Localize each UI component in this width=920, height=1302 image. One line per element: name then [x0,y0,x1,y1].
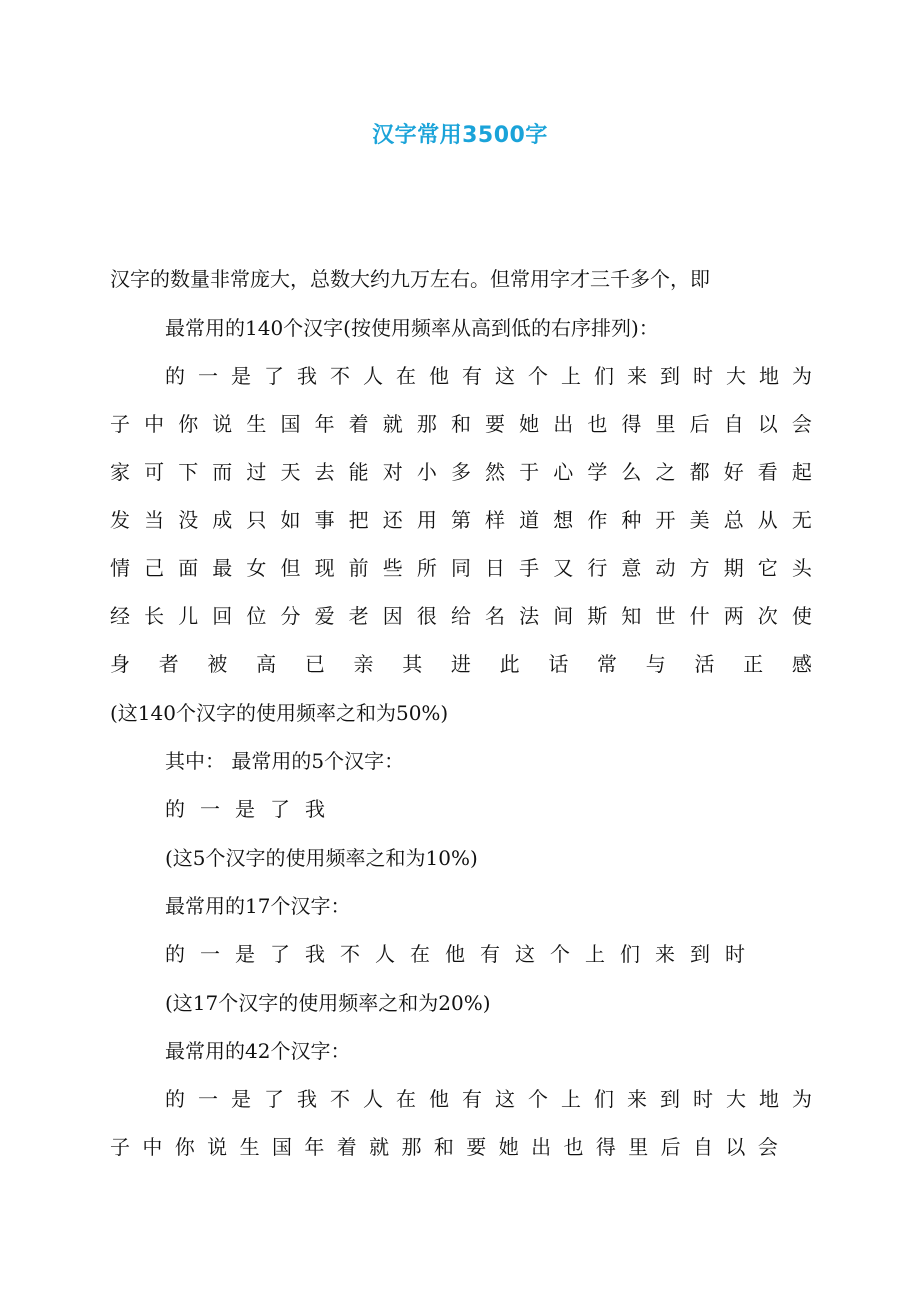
char-row [110,602,812,630]
hanzi-char: 什 [689,604,710,628]
hanzi-char: 这 [515,942,535,966]
hanzi-char: 与 [645,652,666,676]
hanzi-char: 己 [144,556,165,580]
hanzi-char: 想 [553,508,574,532]
hanzi-char: 现 [314,556,335,580]
hanzi-char: 以 [757,412,778,436]
hanzi-char: 长 [144,604,165,628]
hanzi-char: 和 [450,412,471,436]
hanzi-char: 人 [363,1087,383,1111]
hanzi-char: 动 [655,556,676,580]
hanzi-char: 后 [689,412,710,436]
hanzi-char: 从 [757,508,778,532]
hanzi-char: 进 [450,652,471,676]
hanzi-char: 的 [165,797,185,821]
hanzi-char: 人 [363,364,383,388]
hanzi-char: 话 [548,652,569,676]
hanzi-char: 你 [174,1135,195,1159]
hanzi-char: 头 [791,556,812,580]
hanzi-char: 也 [563,1135,584,1159]
hanzi-char: 其 [402,652,423,676]
hanzi-char: 是 [235,797,255,821]
hanzi-char: 事 [314,508,335,532]
hanzi-char: 能 [348,460,369,484]
hanzi-char: 里 [655,412,676,436]
hanzi-char: 家 [110,460,130,484]
char-row [165,1085,812,1113]
hanzi-char: 来 [655,942,675,966]
heading-42: 最常用的42个汉字： [165,1039,351,1063]
hanzi-char: 把 [348,508,369,532]
hanzi-char: 到 [690,942,710,966]
hanzi-char: 了 [270,942,290,966]
hanzi-char: 这 [495,1087,515,1111]
hanzi-char: 说 [212,412,233,436]
hanzi-char: 名 [485,604,506,628]
hanzi-char: 当 [144,508,165,532]
hanzi-char: 行 [587,556,608,580]
hanzi-char: 多 [450,460,471,484]
hanzi-char: 上 [585,942,605,966]
hanzi-char: 后 [660,1135,681,1159]
hanzi-char: 天 [280,460,301,484]
hanzi-char: 两 [723,604,744,628]
heading-17: 最常用的17个汉字： [165,894,351,918]
hanzi-char: 经 [110,604,130,628]
hanzi-char: 很 [416,604,437,628]
hanzi-char: 要 [466,1135,487,1159]
hanzi-char: 前 [348,556,369,580]
hanzi-char: 然 [485,460,506,484]
hanzi-char: 的 [165,942,185,966]
hanzi-char: 么 [621,460,642,484]
hanzi-char: 自 [723,412,744,436]
hanzi-char: 美 [689,508,710,532]
hanzi-char: 过 [246,460,267,484]
hanzi-char: 会 [791,412,812,436]
hanzi-char: 意 [621,556,642,580]
hanzi-char: 最 [212,556,233,580]
hanzi-char: 大 [726,1087,746,1111]
hanzi-char: 看 [757,460,778,484]
hanzi-char: 就 [369,1135,390,1159]
hanzi-char: 已 [304,652,325,676]
hanzi-char: 给 [450,604,471,628]
hanzi-char: 不 [340,942,360,966]
hanzi-char: 一 [200,797,220,821]
hanzi-char: 出 [553,412,574,436]
char-row [110,650,812,678]
intro-paragraph: 汉字的数量非常庞大，总数大约九万左右。但常用字才三千多个，即 [110,267,710,291]
hanzi-char: 被 [207,652,228,676]
hanzi-char: 有 [462,1087,482,1111]
hanzi-char: 他 [445,942,465,966]
hanzi-char: 在 [396,364,416,388]
hanzi-char: 还 [382,508,403,532]
char-row [110,1133,778,1161]
char-row-5 [165,795,812,823]
hanzi-char: 的 [165,364,185,388]
hanzi-char: 活 [694,652,715,676]
char-row [165,362,812,390]
hanzi-char: 个 [528,1087,548,1111]
hanzi-char: 自 [693,1135,714,1159]
hanzi-char: 间 [553,604,574,628]
heading-140: 最常用的140个汉字(按使用频率从高到低的右序排列)： [165,316,659,340]
hanzi-char: 在 [410,942,430,966]
hanzi-char: 到 [660,1087,680,1111]
hanzi-char: 此 [499,652,520,676]
hanzi-char: 知 [621,604,642,628]
hanzi-char: 用 [416,508,437,532]
hanzi-char: 年 [314,412,335,436]
hanzi-char: 起 [791,460,812,484]
hanzi-char: 回 [212,604,233,628]
hanzi-char: 是 [231,1087,251,1111]
hanzi-char: 在 [396,1087,416,1111]
hanzi-char: 又 [553,556,574,580]
hanzi-char: 期 [723,556,744,580]
hanzi-char: 子 [110,412,130,436]
hanzi-char: 可 [144,460,165,484]
hanzi-char: 说 [207,1135,228,1159]
hanzi-char: 中 [142,1135,163,1159]
hanzi-char: 成 [212,508,233,532]
hanzi-char: 同 [450,556,471,580]
hanzi-char: 这 [495,364,515,388]
hanzi-char: 中 [144,412,165,436]
hanzi-char: 高 [256,652,277,676]
hanzi-char: 分 [280,604,301,628]
hanzi-char: 大 [726,364,746,388]
char-row-17 [165,940,812,968]
hanzi-char: 们 [594,364,614,388]
hanzi-char: 我 [305,942,325,966]
hanzi-char: 着 [336,1135,357,1159]
hanzi-char: 次 [757,604,778,628]
hanzi-char: 感 [791,652,812,676]
hanzi-char: 来 [627,364,647,388]
hanzi-char: 一 [198,1087,218,1111]
hanzi-char: 样 [485,508,506,532]
hanzi-char: 我 [297,364,317,388]
hanzi-char: 是 [235,942,255,966]
hanzi-char: 总 [723,508,744,532]
hanzi-char: 为 [792,1087,812,1111]
hanzi-char: 好 [723,460,744,484]
hanzi-char: 来 [627,1087,647,1111]
hanzi-char: 子 [110,1135,130,1159]
hanzi-char: 了 [270,797,290,821]
hanzi-char: 因 [382,604,403,628]
hanzi-char: 也 [587,412,608,436]
note-5: (这5个汉字的使用频率之和为10%) [165,846,478,870]
hanzi-char: 而 [212,460,233,484]
hanzi-char: 老 [348,604,369,628]
hanzi-char: 时 [693,364,713,388]
hanzi-char: 她 [498,1135,519,1159]
hanzi-char: 些 [382,556,403,580]
hanzi-char: 于 [519,460,540,484]
hanzi-char: 人 [375,942,395,966]
hanzi-char: 方 [689,556,710,580]
hanzi-char: 学 [587,460,608,484]
char-row [110,506,812,534]
hanzi-char: 作 [587,508,608,532]
hanzi-char: 得 [595,1135,616,1159]
hanzi-char: 位 [246,604,267,628]
hanzi-char: 的 [165,1087,185,1111]
hanzi-char: 了 [264,1087,284,1111]
hanzi-char: 小 [416,460,437,484]
hanzi-char: 出 [531,1135,552,1159]
hanzi-char: 国 [271,1135,292,1159]
hanzi-char: 地 [759,1087,779,1111]
hanzi-char: 情 [110,556,130,580]
hanzi-char: 日 [485,556,506,580]
hanzi-char: 如 [280,508,301,532]
hanzi-char: 者 [158,652,179,676]
hanzi-char: 心 [553,460,574,484]
heading-5: 其中： 最常用的5个汉字： [165,749,405,773]
hanzi-char: 一 [200,942,220,966]
hanzi-char: 之 [655,460,676,484]
hanzi-char: 女 [246,556,267,580]
hanzi-char: 第 [450,508,471,532]
hanzi-char: 常 [597,652,618,676]
hanzi-char: 他 [429,1087,449,1111]
hanzi-char: 我 [297,1087,317,1111]
hanzi-char: 有 [480,942,500,966]
hanzi-char: 那 [401,1135,422,1159]
char-row [110,554,812,582]
hanzi-char: 他 [429,364,449,388]
hanzi-char: 但 [280,556,301,580]
hanzi-char: 一 [198,364,218,388]
hanzi-char: 以 [725,1135,746,1159]
hanzi-char: 国 [280,412,301,436]
hanzi-char: 下 [178,460,199,484]
hanzi-char: 法 [519,604,540,628]
hanzi-char: 为 [792,364,812,388]
hanzi-char: 你 [178,412,199,436]
hanzi-char: 和 [433,1135,454,1159]
hanzi-char: 个 [550,942,570,966]
hanzi-char: 了 [264,364,284,388]
hanzi-char: 时 [693,1087,713,1111]
hanzi-char: 它 [757,556,778,580]
hanzi-char: 时 [725,942,745,966]
hanzi-char: 世 [655,604,676,628]
hanzi-char: 得 [621,412,642,436]
hanzi-char: 没 [178,508,199,532]
document-title: 汉字常用3500字 [372,123,548,148]
hanzi-char: 到 [660,364,680,388]
note-140: (这140个汉字的使用频率之和为50%) [110,701,449,725]
hanzi-char: 上 [561,364,581,388]
char-row [110,458,812,486]
hanzi-char: 上 [561,1087,581,1111]
hanzi-char: 有 [462,364,482,388]
hanzi-char: 着 [348,412,369,436]
hanzi-char: 手 [519,556,540,580]
hanzi-char: 对 [382,460,403,484]
hanzi-char: 生 [246,412,267,436]
hanzi-char: 个 [528,364,548,388]
note-17: (这17个汉字的使用频率之和为20%) [165,991,491,1015]
hanzi-char: 不 [330,364,350,388]
hanzi-char: 爱 [314,604,335,628]
hanzi-char: 去 [314,460,335,484]
hanzi-char: 生 [239,1135,260,1159]
hanzi-char: 所 [416,556,437,580]
char-row [110,410,812,438]
hanzi-char: 地 [759,364,779,388]
hanzi-char: 儿 [178,604,199,628]
hanzi-char: 斯 [587,604,608,628]
hanzi-char: 年 [304,1135,325,1159]
hanzi-char: 是 [231,364,251,388]
hanzi-char: 会 [757,1135,778,1159]
hanzi-char: 只 [246,508,267,532]
hanzi-char: 身 [110,652,130,676]
hanzi-char: 里 [628,1135,649,1159]
hanzi-char: 要 [485,412,506,436]
hanzi-char: 正 [743,652,764,676]
hanzi-char: 她 [519,412,540,436]
hanzi-char: 就 [382,412,403,436]
hanzi-char: 那 [416,412,437,436]
hanzi-char: 道 [519,508,540,532]
hanzi-char: 种 [621,508,642,532]
hanzi-char: 发 [110,508,130,532]
hanzi-char: 我 [305,797,325,821]
hanzi-char: 使 [791,604,812,628]
hanzi-char: 面 [178,556,199,580]
hanzi-char: 都 [689,460,710,484]
hanzi-char: 们 [620,942,640,966]
hanzi-char: 不 [330,1087,350,1111]
hanzi-char: 开 [655,508,676,532]
hanzi-char: 亲 [353,652,374,676]
hanzi-char: 无 [791,508,812,532]
hanzi-char: 们 [594,1087,614,1111]
